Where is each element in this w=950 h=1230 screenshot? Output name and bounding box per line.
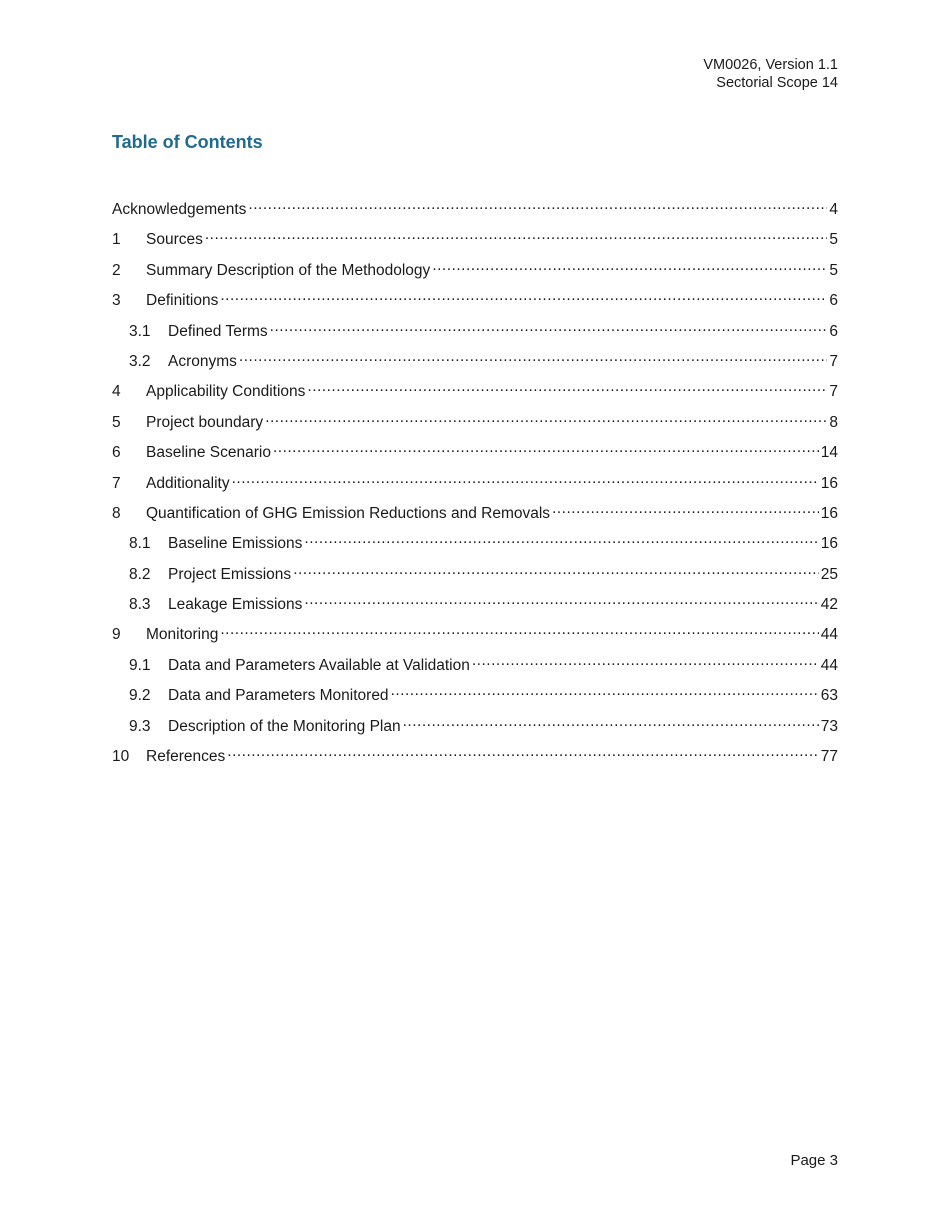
toc-entry-number: 4 (112, 383, 121, 401)
toc-entry-label: Additionality (146, 474, 230, 492)
toc-dot-leader (304, 591, 818, 609)
toc-entry[interactable] (112, 470, 838, 500)
toc-entry-number: 6 (112, 444, 121, 462)
toc-entry[interactable] (112, 409, 838, 439)
toc-entry[interactable] (112, 561, 838, 591)
toc-entry-page: 8 (829, 413, 838, 431)
toc-entry-page: 14 (820, 444, 838, 462)
toc-dot-leader (248, 196, 827, 214)
toc-entry-number: 9.3 (129, 717, 151, 735)
toc-entry-page: 16 (820, 474, 838, 492)
toc-entry-number: 5 (112, 413, 121, 431)
toc-entry-page: 7 (829, 352, 838, 370)
toc-entry[interactable] (112, 378, 838, 408)
toc-entry[interactable] (112, 318, 838, 348)
toc-entry-number: 9.2 (129, 687, 151, 705)
toc-entry-label: Baseline Scenario (146, 444, 271, 462)
toc-entry-page: 6 (829, 322, 838, 340)
toc-entry-label: Definitions (146, 292, 219, 310)
toc-entry[interactable] (112, 682, 838, 712)
toc-entry[interactable] (112, 500, 838, 530)
toc-entry-label: Leakage Emissions (168, 596, 303, 614)
toc-entry-page: 73 (820, 717, 838, 735)
toc-entry-label: References (146, 748, 226, 766)
toc-entry-label: Project boundary (146, 413, 264, 431)
page-header (703, 56, 838, 92)
toc-entry[interactable] (112, 713, 838, 743)
toc-entry-number: 8.3 (129, 596, 151, 614)
toc-entry-number: 2 (112, 261, 121, 279)
toc-entry-page: 42 (820, 596, 838, 614)
toc-entry-page: 16 (820, 535, 838, 553)
toc-entry-label: Applicability Conditions (146, 383, 306, 401)
toc-entry-page: 25 (820, 565, 838, 583)
toc-entry-page: 5 (829, 231, 838, 249)
toc-entry-number: 10 (112, 748, 130, 766)
page-number: Page 3 (790, 1152, 838, 1169)
toc-dot-leader (403, 713, 819, 731)
toc-entry-label: Monitoring (146, 626, 219, 644)
toc-entry-label: Baseline Emissions (168, 535, 303, 553)
toc-entry-label: Defined Terms (168, 322, 268, 340)
toc-entry-page: 44 (820, 656, 838, 674)
toc-entry[interactable] (112, 652, 838, 682)
toc-entry-number: 7 (112, 474, 121, 492)
toc-entry-page: 16 (820, 504, 838, 522)
toc-entry-number: 8.2 (129, 565, 151, 583)
toc-entry[interactable] (112, 621, 838, 651)
toc-dot-leader (239, 348, 827, 366)
toc-entry-page: 6 (829, 292, 838, 310)
toc-dot-leader (220, 287, 827, 305)
toc-entry-label: Acknowledgements (112, 201, 247, 218)
toc-entry-page: 77 (820, 748, 838, 766)
toc-entry-page: 5 (829, 261, 838, 279)
document-id: VM0026, Version 1.1 (703, 57, 838, 73)
toc-entry-page: 7 (829, 383, 838, 401)
toc-dot-leader (232, 470, 819, 488)
toc-heading: Table of Contents (112, 132, 263, 152)
toc-dot-leader (293, 561, 819, 579)
toc-entry-number: 3.2 (129, 352, 151, 370)
toc-dot-leader (270, 318, 828, 336)
toc-entry[interactable] (112, 743, 838, 773)
toc-dot-leader (273, 439, 819, 457)
toc-entry[interactable] (112, 257, 838, 287)
toc-entry-label: Description of the Monitoring Plan (168, 717, 401, 735)
toc-entry-label: Data and Parameters Monitored (168, 687, 389, 705)
toc-entry-label: Sources (146, 231, 203, 249)
toc-entry-label: Acronyms (168, 352, 237, 370)
toc-dot-leader (265, 409, 827, 427)
toc-dot-leader (205, 226, 828, 244)
toc-entry-label: Summary Description of the Methodology (146, 261, 431, 279)
toc-entry-number: 8.1 (129, 535, 151, 553)
toc-entry-number: 3 (112, 292, 121, 310)
toc-entry-label: Quantification of GHG Emission Reductions and Removals (146, 504, 551, 522)
toc-entry-number: 1 (112, 231, 121, 249)
toc-entry[interactable] (112, 287, 838, 317)
toc-dot-leader (304, 530, 818, 548)
toc-dot-leader (432, 257, 827, 275)
toc-dot-leader (552, 500, 819, 518)
toc-entry-number: 9 (112, 626, 121, 644)
toc-entry-number: 3.1 (129, 322, 151, 340)
toc-entry-page: 44 (820, 626, 838, 644)
toc-entry-label: Data and Parameters Available at Validation (168, 656, 470, 674)
sectorial-scope: Sectorial Scope 14 (716, 75, 838, 91)
toc-dot-leader (307, 378, 827, 396)
table-of-contents (112, 196, 838, 773)
toc-dot-leader (472, 652, 819, 670)
toc-entry-page: 4 (829, 201, 838, 218)
toc-entry[interactable] (112, 530, 838, 560)
toc-entry-page: 63 (820, 687, 838, 705)
toc-dot-leader (220, 621, 818, 639)
toc-entry-number: 8 (112, 504, 121, 522)
toc-entry[interactable] (112, 348, 838, 378)
toc-entry-label: Project Emissions (168, 565, 292, 583)
toc-entry[interactable] (112, 226, 838, 256)
toc-entry[interactable] (112, 591, 838, 621)
toc-entry-number: 9.1 (129, 656, 151, 674)
toc-entry[interactable] (112, 196, 838, 226)
toc-dot-leader (227, 743, 818, 761)
toc-entry[interactable] (112, 439, 838, 469)
toc-dot-leader (391, 682, 819, 700)
